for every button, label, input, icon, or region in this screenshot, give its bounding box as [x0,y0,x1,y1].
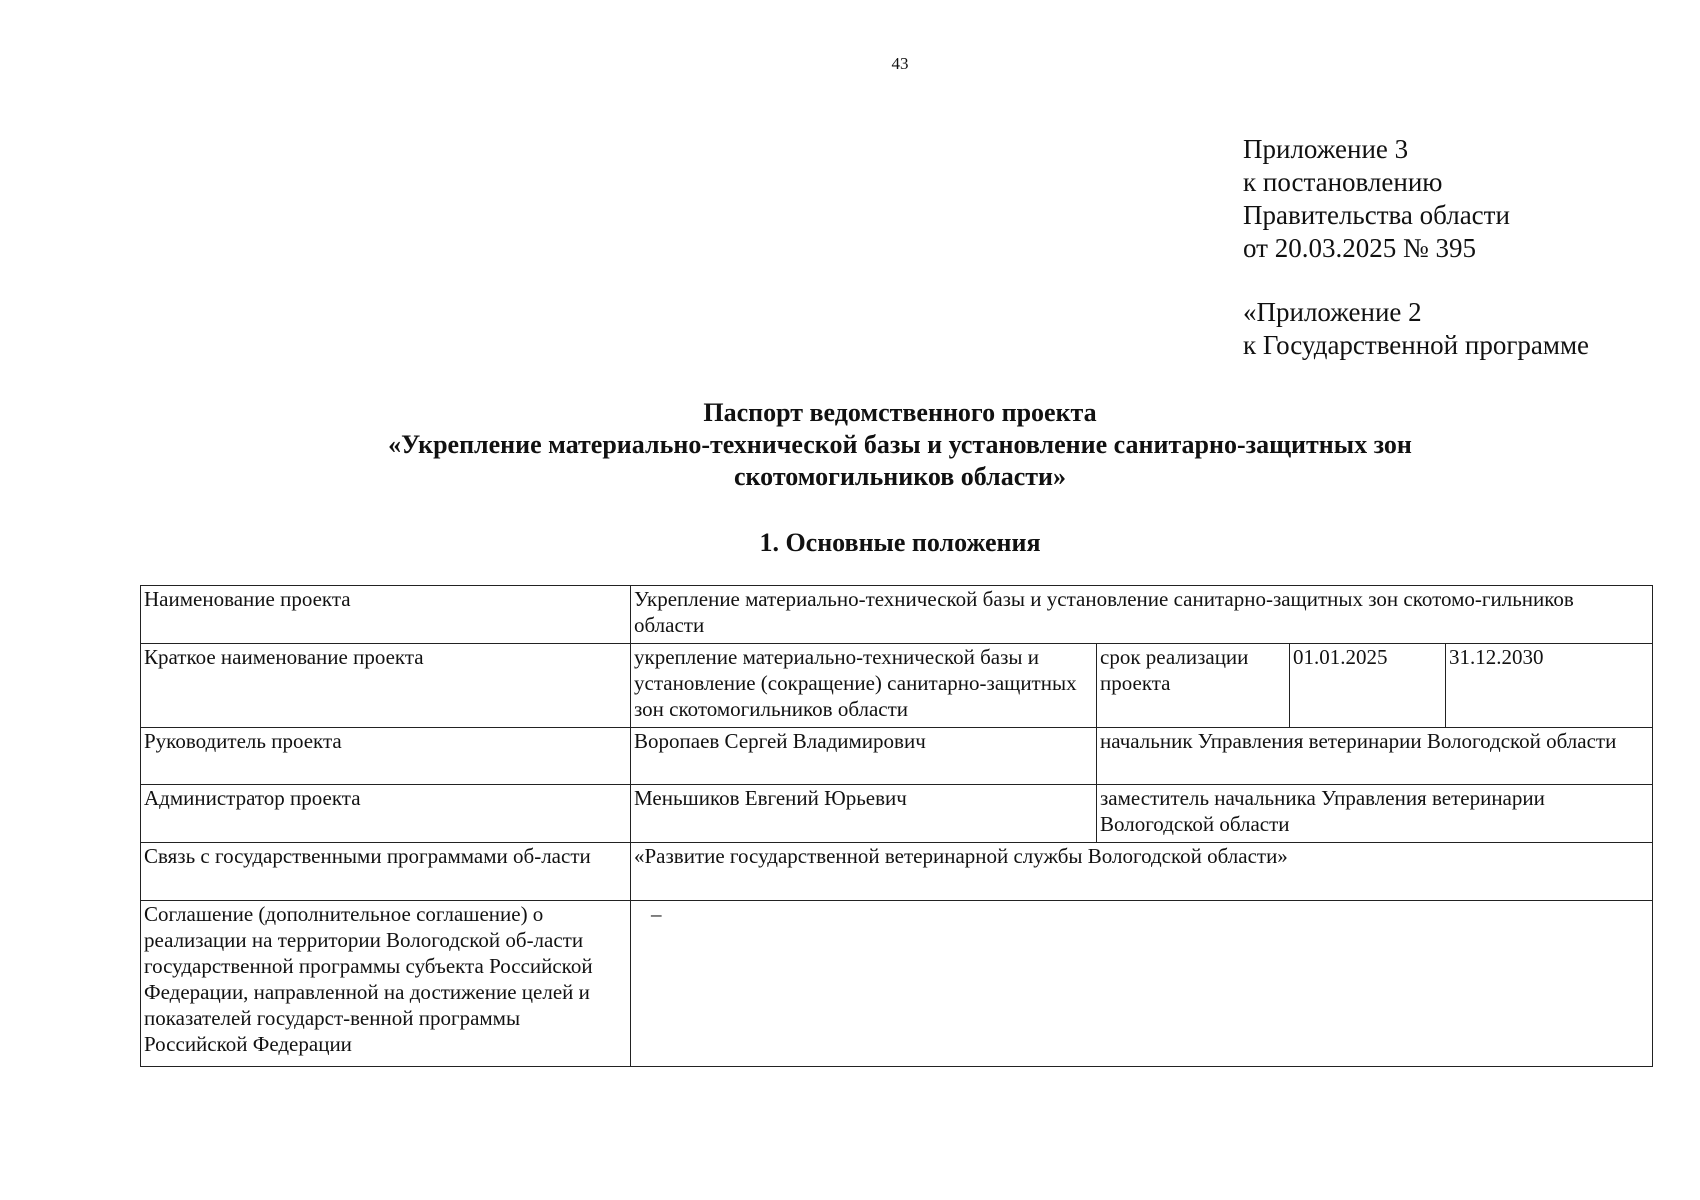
appendix-line: от 20.03.2025 № 395 [1243,233,1476,263]
passport-table [140,585,1653,1067]
table-row-project-administrator [141,785,1653,843]
section-heading: 1. Основные положения [759,528,1041,557]
appendix-sub-line: к Государственной программе [1243,330,1590,360]
title-line: Паспорт ведомственного проекта [703,398,1097,427]
person-position: заместитель начальника Управления ветеринарии Вологодской области [1097,785,1653,843]
row-label: Администратор проекта [141,785,631,843]
table-row-project-name [141,586,1653,644]
document-title [0,397,1700,493]
table-row-project-leader [141,728,1653,785]
term-label: срок реализации проекта [1097,644,1290,728]
appendix-sub-line: «Приложение 2 [1243,297,1422,327]
row-value: «Развитие государственной ветеринарной службы Вологодской области» [631,843,1653,901]
appendix-block [1243,133,1589,362]
row-label: Соглашение (дополнительное соглашение) о реализации на территории Вологодской об-ласти государственной программы субъекта Российской Федерации, направленной на достижение целей и показателей государст-венной программы Российской Федерации [141,901,631,1067]
page-number: 43 [891,54,909,73]
row-label: Руководитель проекта [141,728,631,785]
person-position: начальник Управления ветеринарии Вологодской области [1097,728,1653,785]
row-value: укрепление материально-технической базы и установление (сокращение) санитарно-защитных зон скотомогильников области [631,644,1097,728]
table-row-short-name [141,644,1653,728]
title-line: скотомогильников области» [734,462,1066,491]
person-name: Меньшиков Евгений Юрьевич [631,785,1097,843]
appendix-line: Приложение 3 [1243,134,1409,164]
title-line: «Укрепление материально-технической базы и установление санитарно-защитных зон [388,430,1412,459]
row-label: Краткое наименование проекта [141,644,631,728]
row-label: Связь с государственными программами об-ласти [141,843,631,901]
row-value: – [631,901,1653,1067]
table-row-agreement [141,901,1653,1067]
appendix-gap [1243,265,1589,296]
person-name: Воропаев Сергей Владимирович [631,728,1097,785]
appendix-line: к постановлению [1243,167,1443,197]
start-date: 01.01.2025 [1290,644,1446,728]
table-row-program-link [141,843,1653,901]
row-label: Наименование проекта [141,586,631,644]
row-value: Укрепление материально-технической базы и установление санитарно-защитных зон скотомо-гильников области [631,586,1653,644]
appendix-line: Правительства области [1243,200,1510,230]
end-date: 31.12.2030 [1446,644,1653,728]
